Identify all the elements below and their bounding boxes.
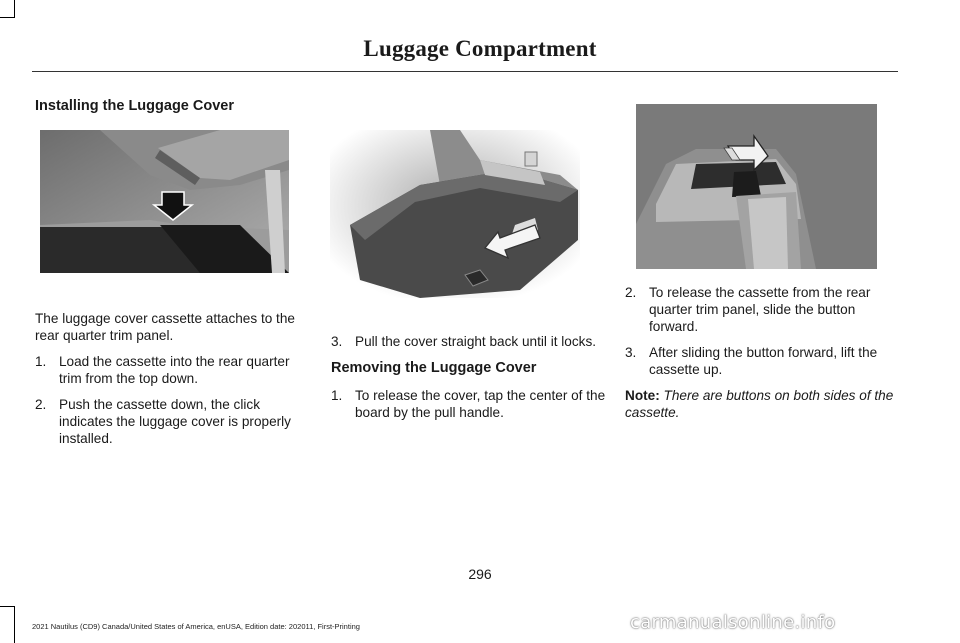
list-item: 2. To release the cassette from the rear quarter trim panel, slide the button forward. <box>625 285 871 334</box>
list-item: 3. Pull the cover straight back until it locks. <box>331 334 597 349</box>
figure-cassette-button <box>636 104 877 269</box>
removing-steps-2-3-block <box>625 284 900 430</box>
removing-text-block <box>331 333 609 359</box>
removing-step-1-block <box>331 387 609 430</box>
figure-rear-quarter-trim-illustration <box>40 130 289 273</box>
footer-edition: 2021 Nautilus (CD9) Canada/United States of America, enUSA, Edition date: 202011, First-Printing <box>32 622 360 631</box>
figure-luggage-cover-pull <box>330 130 580 298</box>
list-item: 3. After sliding the button forward, lift the cassette up. <box>625 345 878 377</box>
crop-mark-bottom-left-v <box>14 606 15 643</box>
page-number: 296 <box>468 566 492 582</box>
installing-intro: The luggage cover cassette attaches to the rear quarter trim panel. <box>35 311 295 343</box>
section-heading-installing: Installing the Luggage Cover <box>35 98 234 114</box>
note-label: Note: <box>625 388 660 403</box>
crop-mark-top-left-h <box>0 17 15 18</box>
list-item: 1. To release the cover, tap the center of the board by the pull handle. <box>331 388 606 420</box>
watermark: carmanualsonline.info <box>630 612 836 633</box>
page-title: Luggage Compartment <box>363 36 597 61</box>
crop-mark-top-left-v <box>14 0 15 18</box>
figure-luggage-cover-pull-illustration <box>330 130 580 298</box>
list-item: 2. Push the cassette down, the click indicates the luggage cover is properly installed. <box>35 397 291 446</box>
note <box>625 387 900 421</box>
figure-cassette-button-illustration <box>636 104 877 269</box>
section-heading-removing: Removing the Luggage Cover <box>331 360 537 376</box>
header-divider <box>32 71 898 72</box>
figure-rear-quarter-trim <box>40 130 289 273</box>
installing-text-block <box>35 310 307 456</box>
crop-mark-bottom-left-h <box>0 606 15 607</box>
list-item: 1. Load the cassette into the rear quarter trim from the top down. <box>35 354 290 386</box>
note-text: There are buttons on both sides of the cassette. <box>625 388 894 420</box>
